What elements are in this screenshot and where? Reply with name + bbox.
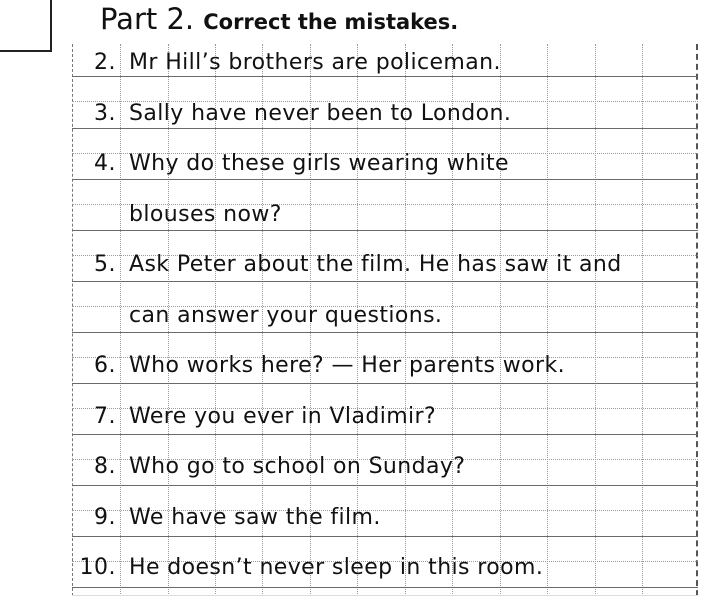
sentence-text: Who works here? — Her parents work. — [129, 353, 565, 378]
sentence-text: We have saw the film. — [129, 504, 381, 530]
exercise-line — [72, 341, 702, 392]
line-number: 3. — [94, 100, 116, 126]
sentence-text: Ask Peter about the film. He has saw it and — [129, 252, 622, 277]
line-number: 2. — [94, 50, 116, 75]
exercise-line — [72, 190, 702, 241]
task-instruction: Correct the mistakes. — [203, 10, 459, 34]
corner-mark-vertical — [50, 0, 52, 52]
page-title — [100, 0, 458, 40]
exercise-line — [72, 493, 702, 544]
sentence-text: Sally have never been to London. — [129, 100, 512, 126]
sentence-text: Were you ever in Vladimir? — [129, 403, 437, 429]
line-number: 7. — [94, 403, 116, 429]
line-number: 10. — [79, 555, 116, 580]
exercise-line — [72, 38, 702, 89]
grid-bottom-edge — [72, 595, 698, 606]
sentence-text: can answer your questions. — [129, 302, 443, 328]
exercise-line — [72, 543, 702, 594]
exercise-list — [72, 38, 702, 594]
line-number: 4. — [94, 151, 116, 176]
sentence-text: Why do these girls wearing white — [129, 151, 509, 176]
exercise-line — [72, 240, 702, 291]
sentence-text: Who go to school on Sunday? — [129, 454, 466, 479]
line-number: 8. — [94, 454, 116, 479]
sentence-text: Mr Hill’s brothers are policeman. — [129, 50, 501, 75]
exercise-line — [72, 442, 702, 493]
part-label: Part 2. — [100, 2, 195, 36]
exercise-line — [72, 392, 702, 443]
exercise-line — [72, 139, 702, 190]
line-number: 9. — [94, 504, 116, 530]
sentence-text: He doesn’t never sleep in this room. — [129, 555, 544, 580]
exercise-line — [72, 291, 702, 342]
line-number: 5. — [94, 252, 116, 277]
exercise-line — [72, 89, 702, 140]
sentence-text: blouses now? — [129, 201, 282, 227]
line-number: 6. — [94, 353, 116, 378]
corner-mark-horizontal — [0, 50, 52, 52]
